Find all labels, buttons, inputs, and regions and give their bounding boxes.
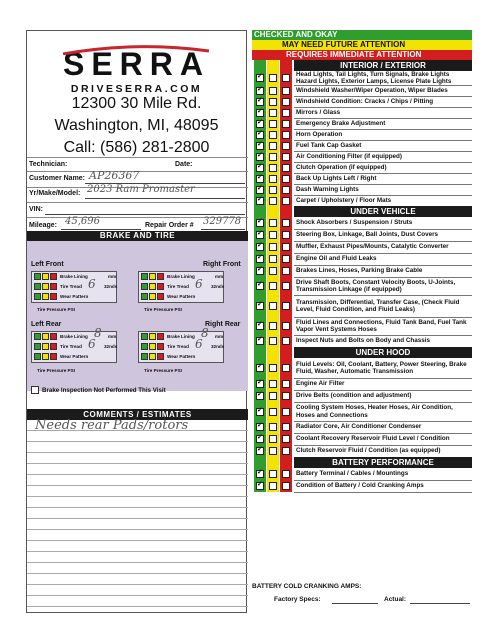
lr-mm: mm (108, 334, 117, 339)
check-mark-icon: ✓ (257, 336, 263, 343)
lf-wear-label: Wear Pattern (60, 294, 89, 299)
comment-line (27, 529, 248, 530)
yellow-checkbox[interactable] (269, 364, 277, 372)
checklist-item-i5: Emergency Brake Adjustment (296, 119, 386, 127)
red-checkbox[interactable] (282, 142, 290, 150)
check-mark-icon: ✓ (257, 446, 263, 453)
check-mark-icon: ✓ (257, 163, 263, 170)
rf-wear-label: Wear Pattern (167, 294, 196, 299)
check-mark-icon: ✓ (257, 391, 263, 398)
red-checkbox[interactable] (282, 164, 290, 172)
yellow-checkbox[interactable] (269, 153, 277, 161)
checklist-item-b2: Condition of Battery / Cold Cranking Amps (296, 482, 424, 490)
checklist-item-b1: Battery Terminal / Cables / Mountings (296, 470, 409, 478)
lf-mm: mm (108, 274, 117, 279)
yellow-checkbox[interactable] (269, 482, 277, 490)
wheel-right-front (138, 271, 224, 303)
left-panel (26, 30, 247, 613)
red-checkbox[interactable] (282, 153, 290, 161)
rf-mm: mm (215, 274, 224, 279)
lr-lining-label: Brake Lining (60, 334, 88, 339)
address-line2: Washington, MI, 48095 (54, 117, 219, 134)
cca-label: BATTERY COLD CRANKING AMPS: (252, 583, 362, 590)
red-checkbox[interactable] (282, 120, 290, 128)
check-mark-icon: ✓ (257, 73, 263, 80)
rr-tread-label: Tire Tread (167, 344, 189, 349)
legend-yellow: MAY NEED FUTURE ATTENTION (252, 40, 472, 50)
checklist-item-u4: Engine Oil and Fluid Leaks (296, 255, 377, 263)
customer-label: Customer Name: (29, 175, 86, 182)
lr-nds: 32nds (104, 344, 118, 349)
legend-green: CHECKED AND OKAY (252, 30, 472, 40)
rf-nds: 32nds (211, 284, 225, 289)
ymm-value[interactable]: 2023 Ram Promaster (87, 184, 195, 195)
brake-tire-panel (27, 241, 248, 391)
red-checkbox[interactable] (282, 408, 290, 416)
check-mark-icon: ✓ (257, 242, 263, 249)
checklist-item-u6: Drive Shaft Boots, Constant Velocity Boots, U-Joints, Transmission Linkage (if equipped) (296, 278, 456, 293)
checklist-item-i6: Horn Operation (296, 130, 343, 138)
comment-line (27, 573, 248, 574)
check-mark-icon: ✓ (257, 130, 263, 137)
lf-tread-label: Tire Tread (60, 284, 82, 289)
factory-specs-label: Factory Specs: (274, 596, 321, 603)
row-divider (294, 492, 472, 493)
check-mark-icon: ✓ (257, 152, 263, 159)
checklist-item-h4: Cooling System Hoses, Heater Hoses, Air Condition, Hoses and Connections (296, 404, 453, 419)
rr-tread-value[interactable]: 6 (195, 337, 203, 351)
comment-line (27, 595, 248, 596)
yellow-checkbox[interactable] (269, 380, 277, 388)
section-header-battery: BATTERY PERFORMANCE (294, 457, 472, 468)
technician-label: Technician: (29, 161, 68, 168)
check-mark-icon: ✓ (257, 108, 263, 115)
wheel-left-rear (31, 326, 118, 363)
left-rear-label: Left Rear (31, 321, 62, 328)
comment-line (27, 606, 248, 607)
check-mark-icon: ✓ (257, 281, 263, 288)
lr-wear-label: Wear Pattern (60, 354, 89, 359)
address-line1: 12300 30 Mile Rd. (71, 95, 202, 112)
red-checkbox[interactable] (282, 243, 290, 251)
check-mark-icon: ✓ (257, 363, 263, 370)
checklist-item-i10: Back Up Lights Left / Right (296, 174, 377, 182)
comment-line (27, 485, 248, 486)
wheel-right-rear (138, 326, 225, 363)
yellow-checkbox[interactable] (269, 186, 277, 194)
red-checkbox[interactable] (282, 435, 290, 443)
lf-pressure-label: Tire Pressure PSI (37, 307, 75, 312)
logo-text: SERRA (62, 46, 210, 82)
checklist-item-h3: Drive Belts (condition and adjustment) (296, 392, 412, 400)
yellow-checkbox[interactable] (269, 435, 277, 443)
vin-label: VIN: (29, 206, 43, 213)
right-front-label: Right Front (203, 261, 241, 268)
comment-line (27, 452, 248, 453)
check-mark-icon: ✓ (257, 407, 263, 414)
checklist-item-u2: Steering Box, Linkage, Ball Joints, Dust Covers (296, 231, 439, 239)
red-checkbox[interactable] (282, 175, 290, 183)
checklist-item-u8: Fluid Lines and Connections, Fluid Tank Band, Fuel Tank Vapor Vent Systems Hoses (296, 318, 467, 333)
red-checkbox[interactable] (282, 267, 290, 275)
rr-wear-label: Wear Pattern (167, 354, 196, 359)
rf-tread-value[interactable]: 6 (195, 277, 203, 291)
yellow-checkbox[interactable] (269, 447, 277, 455)
check-mark-icon: ✓ (257, 481, 263, 488)
checklist-item-h6: Coolant Recovery Reservoir Fluid Level / Condition (296, 435, 450, 443)
comment-line (27, 430, 248, 431)
yellow-checkbox[interactable] (269, 255, 277, 263)
not-performed-label: Brake Inspection Not Performed This Visit (42, 387, 166, 394)
red-checkbox[interactable] (282, 74, 290, 82)
checklist-item-i9: Clutch Operation (if equipped) (296, 163, 387, 171)
yellow-checkbox[interactable] (269, 282, 277, 290)
yellow-checkbox[interactable] (269, 131, 277, 139)
yellow-checkbox[interactable] (269, 470, 277, 478)
legend-red: REQUIRES IMMEDIATE ATTENTION (252, 50, 472, 60)
checklist-item-u7: Transmission, Differential, Transfer Case, (Check Fluid Level, Fluid Condition, and Fluid Leaks) (296, 298, 460, 313)
brake-tire-header: BRAKE AND TIRE (27, 231, 248, 241)
ymm-label: Yr/Make/Model: (29, 190, 81, 197)
yellow-checkbox[interactable] (269, 337, 277, 345)
check-mark-icon: ✓ (257, 86, 263, 93)
checklist-item-h1: Fluid Levels: Oil, Coolant, Battery, Power Steering, Brake Fluid, Washer, Automatic Transmission (296, 360, 467, 375)
date-label: Date: (175, 161, 193, 168)
check-mark-icon: ✓ (257, 141, 263, 148)
rf-lining-label: Brake Lining (167, 274, 195, 279)
yellow-checkbox[interactable] (269, 408, 277, 416)
check-mark-icon: ✓ (257, 321, 263, 328)
rf-tread-label: Tire Tread (167, 284, 189, 289)
red-checkbox[interactable] (282, 186, 290, 194)
checklist-item-i8: Air Conditioning Filter (if equipped) (296, 152, 402, 160)
rf-pressure-label: Tire Pressure PSI (144, 307, 182, 312)
yellow-checkbox[interactable] (269, 87, 277, 95)
comment-line (27, 562, 248, 563)
yellow-checkbox[interactable] (269, 322, 277, 330)
yellow-checkbox[interactable] (269, 392, 277, 400)
comment-line (27, 463, 248, 464)
yellow-checkbox[interactable] (269, 423, 277, 431)
logo (27, 41, 246, 95)
checklist-item-i12: Carpet / Upholstery / Floor Mats (296, 196, 392, 204)
rr-lining-value[interactable]: 8 (201, 326, 209, 340)
yellow-checkbox[interactable] (269, 219, 277, 227)
red-checkbox[interactable] (282, 364, 290, 372)
lf-lining-label: Brake Lining (60, 274, 88, 279)
mileage-label: Mileage: (29, 222, 58, 229)
rr-pressure-label: Tire Pressure PSI (144, 368, 182, 373)
check-mark-icon: ✓ (257, 119, 263, 126)
red-checkbox[interactable] (282, 302, 290, 310)
customer-value[interactable]: AP26367 (89, 169, 140, 182)
comment-line (27, 474, 248, 475)
red-checkbox[interactable] (282, 197, 290, 205)
rr-nds: 32nds (211, 344, 225, 349)
check-mark-icon: ✓ (257, 97, 263, 104)
red-checkbox[interactable] (282, 87, 290, 95)
logo-subtext: DRIVESERRA.COM (70, 83, 203, 95)
comment-line (27, 551, 248, 552)
checklist-item-i7: Fuel Tank Cap Gasket (296, 141, 362, 149)
checklist-item-i1: Head Lights, Tail Lights, Turn Signals, Brake Lights Hazard Lights, Exterior Lamps, License Plate Lights (296, 70, 452, 85)
left-front-label: Left Front (31, 261, 64, 268)
check-mark-icon: ✓ (257, 422, 263, 429)
mileage-value[interactable]: 45,696 (65, 216, 100, 227)
checklist-item-u1: Shock Absorbers / Suspension / Struts (296, 219, 413, 227)
yellow-checkbox[interactable] (269, 175, 277, 183)
checklist-item-i3: Windshield Condition: Cracks / Chips / Pitting (296, 97, 434, 105)
red-checkbox[interactable] (282, 423, 290, 431)
checklist-item-i2: Windshield Washer/Wiper Operation, Wiper Blades (296, 86, 448, 94)
yellow-checkbox[interactable] (269, 164, 277, 172)
checklist-item-u3: Muffler, Exhaust Pipes/Mounts, Catalytic Converter (296, 243, 449, 251)
rr-lining-label: Brake Lining (167, 334, 195, 339)
red-checkbox[interactable] (282, 98, 290, 106)
red-checkbox[interactable] (282, 337, 290, 345)
rr-mm: mm (215, 334, 224, 339)
logo-swoosh-icon (61, 45, 211, 55)
lr-pressure-label: Tire Pressure PSI (37, 368, 75, 373)
lr-tread-label: Tire Tread (60, 344, 82, 349)
checklist-item-i4: Mirrors / Glass (296, 108, 341, 116)
lf-nds: 32nds (104, 284, 118, 289)
check-mark-icon: ✓ (257, 230, 263, 237)
yellow-checkbox[interactable] (269, 109, 277, 117)
red-checkbox[interactable] (282, 392, 290, 400)
check-mark-icon: ✓ (257, 185, 263, 192)
red-checkbox[interactable] (282, 482, 290, 490)
checklist-item-u5: Brakes Lines, Hoses, Parking Brake Cable (296, 267, 423, 275)
section-header-under-hood: UNDER HOOD (294, 347, 472, 358)
yellow-checkbox[interactable] (269, 243, 277, 251)
comments-header: COMMENTS / ESTIMATES (27, 409, 248, 420)
yellow-checkbox[interactable] (269, 231, 277, 239)
comment-line (27, 496, 248, 497)
comments-text[interactable]: Needs rear Pads/rotors (35, 418, 189, 433)
section-header-interior: INTERIOR / EXTERIOR (294, 60, 472, 71)
yellow-checkbox[interactable] (269, 267, 277, 275)
checklist-item-h2: Engine Air Filter (296, 380, 345, 388)
red-checkbox[interactable] (282, 131, 290, 139)
checklist-item-h7: Clutch Reservoir Fluid / Condition (as equipped) (296, 447, 441, 455)
lr-lining-value[interactable]: 8 (94, 326, 102, 340)
check-mark-icon: ✓ (257, 379, 263, 386)
comment-line (27, 518, 248, 519)
check-mark-icon: ✓ (257, 174, 263, 181)
check-mark-icon: ✓ (257, 301, 263, 308)
red-checkbox[interactable] (282, 322, 290, 330)
check-mark-icon: ✓ (257, 254, 263, 261)
check-mark-icon: ✓ (257, 434, 263, 441)
check-mark-icon: ✓ (257, 218, 263, 225)
check-mark-icon: ✓ (257, 196, 263, 203)
yellow-checkbox[interactable] (269, 98, 277, 106)
lf-tread-value[interactable]: 6 (88, 277, 96, 291)
not-performed-checkbox[interactable] (31, 386, 39, 394)
comment-line (27, 507, 248, 508)
check-mark-icon: ✓ (257, 266, 263, 273)
red-checkbox[interactable] (282, 470, 290, 478)
actual-label: Actual: (384, 596, 407, 603)
red-checkbox[interactable] (282, 231, 290, 239)
red-checkbox[interactable] (282, 447, 290, 455)
yellow-checkbox[interactable] (269, 120, 277, 128)
phone: Call: (586) 281-2800 (63, 139, 210, 156)
red-checkbox[interactable] (282, 109, 290, 117)
checklist-item-i11: Dash Warning Lights (296, 185, 359, 193)
yellow-checkbox[interactable] (269, 142, 277, 150)
lr-tread-value[interactable]: 6 (88, 337, 96, 351)
checklist-item-h5: Radiator Core, Air Conditioner Condenser (296, 423, 422, 431)
comment-line (27, 441, 248, 442)
red-checkbox[interactable] (282, 380, 290, 388)
red-checkbox[interactable] (282, 255, 290, 263)
yellow-checkbox[interactable] (269, 197, 277, 205)
red-checkbox[interactable] (282, 282, 290, 290)
wheel-left-front (31, 271, 117, 303)
right-rear-label: Right Rear (205, 321, 241, 328)
section-header-under-vehicle: UNDER VEHICLE (294, 206, 472, 217)
comment-line (27, 584, 248, 585)
red-checkbox[interactable] (282, 219, 290, 227)
checklist-item-u9: Inspect Nuts and Bolts on Body and Chassis (296, 337, 431, 345)
yellow-checkbox[interactable] (269, 74, 277, 82)
comment-line (27, 540, 248, 541)
repair-order-value[interactable]: 329778 (203, 216, 242, 227)
check-mark-icon: ✓ (257, 469, 263, 476)
right-panel (252, 30, 472, 613)
yellow-checkbox[interactable] (269, 302, 277, 310)
repair-order-label: Repair Order # (145, 222, 194, 229)
